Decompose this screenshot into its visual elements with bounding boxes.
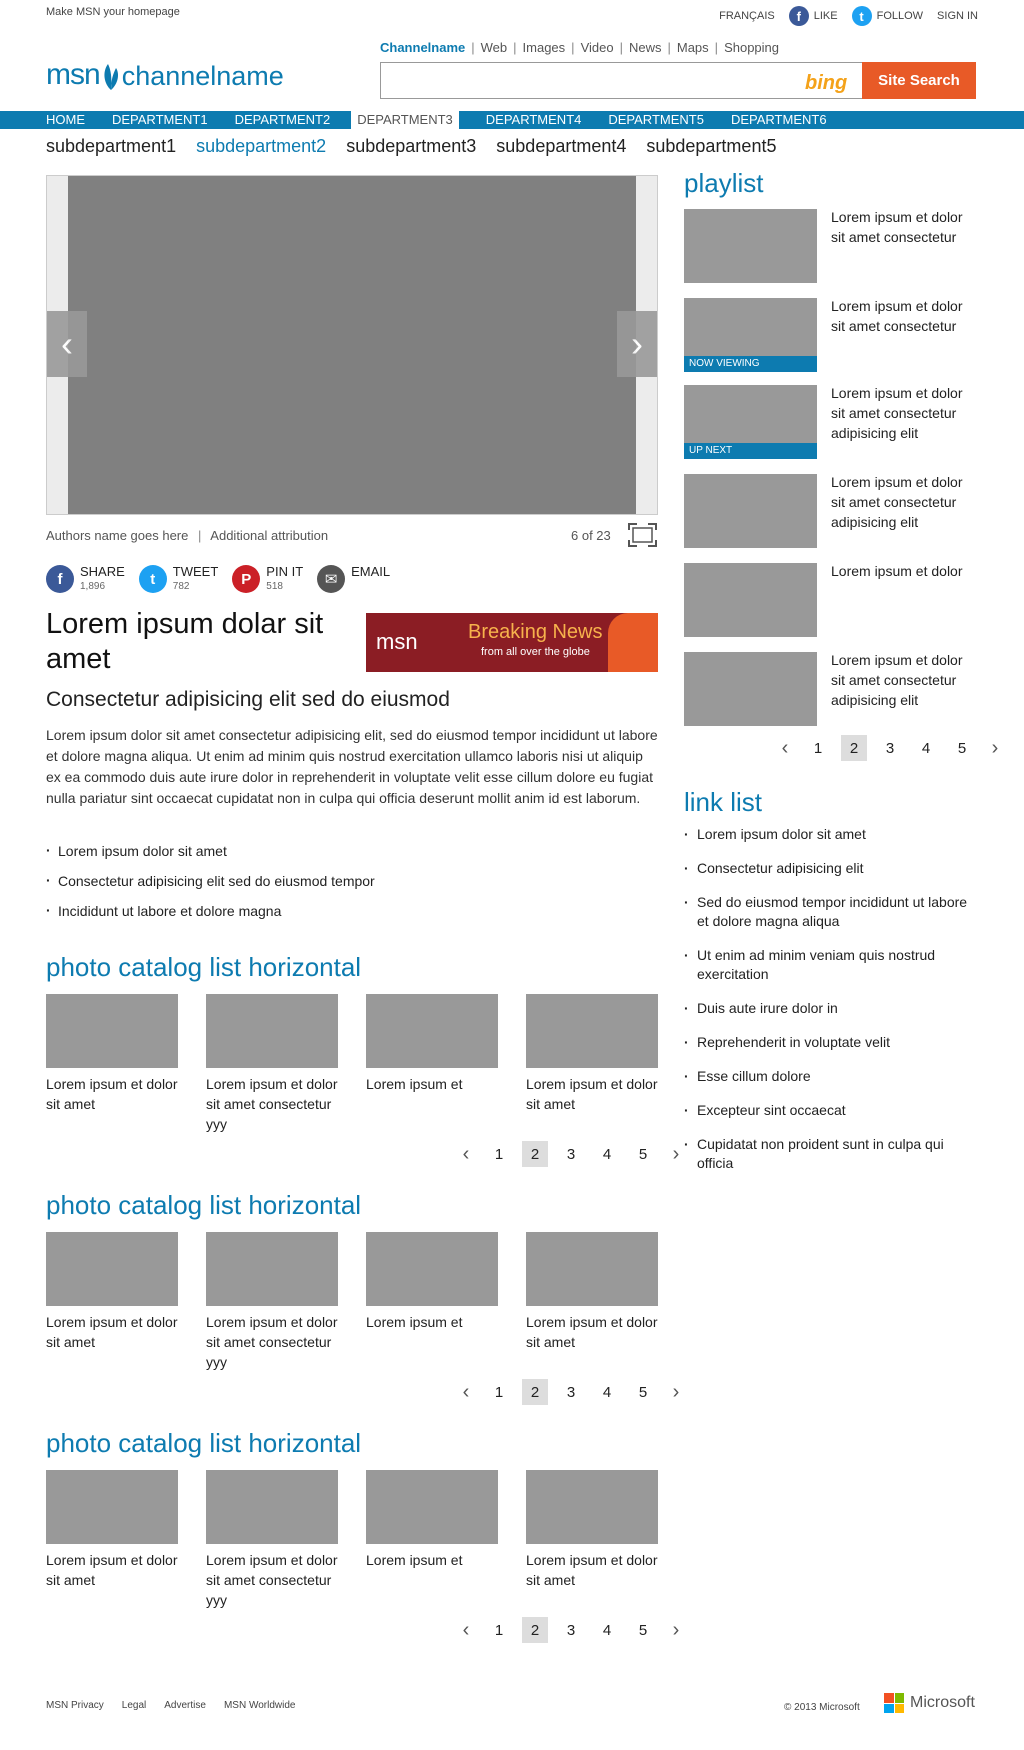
link-list-item[interactable]: · Duis aute irure dolor in bbox=[684, 999, 976, 1018]
catalog-thumbnail bbox=[366, 994, 498, 1068]
article-title: Lorem ipsum dolar sit amet bbox=[46, 608, 324, 675]
link-list-item[interactable]: · Esse cillum dolore bbox=[684, 1067, 976, 1086]
email-icon: ✉ bbox=[317, 565, 345, 593]
search-scope-video[interactable]: Video bbox=[580, 40, 614, 55]
pager-page[interactable]: 1 bbox=[494, 1145, 504, 1163]
search-scope-web[interactable]: Web bbox=[480, 40, 508, 55]
nav-home[interactable]: HOME bbox=[46, 112, 85, 127]
nav-department1[interactable]: DEPARTMENT1 bbox=[112, 112, 208, 127]
pager-next[interactable]: › bbox=[991, 736, 999, 759]
pinterest-icon: P bbox=[232, 565, 260, 593]
catalog-item[interactable]: Lorem ipsum et bbox=[366, 1232, 498, 1372]
twitter-icon: t bbox=[139, 565, 167, 593]
subnav-subdepartment4[interactable]: subdepartment4 bbox=[496, 136, 627, 156]
catalog-item[interactable]: Lorem ipsum et dolor sit amet bbox=[46, 1470, 178, 1610]
catalog-title: photo catalog list horizontal bbox=[46, 1428, 362, 1458]
link-list-item[interactable]: · Excepteur sint occaecat bbox=[684, 1101, 976, 1120]
pin-it-button[interactable]: P PIN IT 518 bbox=[232, 564, 303, 593]
nav-department5[interactable]: DEPARTMENT5 bbox=[608, 112, 704, 127]
catalog-thumbnail bbox=[46, 1470, 178, 1544]
copyright: © 2013 Microsoft bbox=[784, 1702, 860, 1713]
fullscreen-icon[interactable] bbox=[628, 523, 657, 547]
footer-link-privacy[interactable]: MSN Privacy bbox=[46, 1700, 104, 1711]
pager-prev[interactable]: ‹ bbox=[462, 1618, 470, 1641]
playlist-thumbnail bbox=[684, 563, 817, 637]
link-list-item[interactable]: · Reprehenderit in voluptate velit bbox=[684, 1033, 976, 1052]
twitter-icon: t bbox=[852, 6, 872, 26]
pager-page[interactable]: 4 bbox=[602, 1145, 612, 1163]
news-anchor-image bbox=[608, 613, 658, 672]
pager-prev[interactable]: ‹ bbox=[781, 736, 789, 759]
subnav-subdepartment1[interactable]: subdepartment1 bbox=[46, 136, 177, 156]
nav-department6[interactable]: DEPARTMENT6 bbox=[730, 112, 827, 127]
playlist-thumbnail bbox=[684, 209, 817, 283]
bing-logo: bing bbox=[805, 72, 848, 94]
catalog-item[interactable]: Lorem ipsum et dolor sit amet consectetur yyy bbox=[206, 1232, 338, 1372]
pager-page[interactable]: 1 bbox=[494, 1383, 504, 1401]
hero-caption: Authors name goes here | Additional attribution bbox=[46, 528, 329, 543]
search-scope-shopping[interactable]: Shopping bbox=[724, 40, 780, 55]
breaking-news-ad[interactable]: msn Breaking News from all over the globe bbox=[366, 613, 658, 672]
catalog-thumbnail bbox=[206, 1232, 338, 1306]
catalog-item[interactable]: Lorem ipsum et bbox=[366, 1470, 498, 1610]
search-scope-channelname[interactable]: Channelname bbox=[380, 40, 466, 55]
search-scope-images[interactable]: Images bbox=[522, 40, 566, 55]
hero-slideshow bbox=[46, 175, 658, 515]
article-bullets bbox=[46, 843, 375, 933]
pager-page[interactable]: 4 bbox=[602, 1621, 612, 1639]
catalog-pager bbox=[456, 1617, 686, 1643]
photo-catalog bbox=[46, 1232, 658, 1372]
playlist-thumbnail bbox=[684, 652, 817, 726]
pager-page[interactable]: 4 bbox=[921, 739, 931, 757]
pager-prev[interactable]: ‹ bbox=[462, 1142, 470, 1165]
subnav-subdepartment5[interactable]: subdepartment5 bbox=[646, 136, 777, 156]
playlist-thumbnail bbox=[684, 298, 817, 372]
catalog-thumbnail bbox=[206, 1470, 338, 1544]
catalog-item[interactable]: Lorem ipsum et dolor sit amet bbox=[526, 1232, 658, 1372]
link-list-item[interactable]: · Consectetur adipisicing elit bbox=[684, 859, 976, 878]
catalog-thumbnail bbox=[526, 994, 658, 1068]
catalog-item[interactable]: Lorem ipsum et dolor sit amet bbox=[46, 1232, 178, 1372]
catalog-item[interactable]: Lorem ipsum et dolor sit amet bbox=[526, 1470, 658, 1610]
nav-department3[interactable]: DEPARTMENT3 bbox=[351, 111, 459, 129]
search-scope-news[interactable]: News bbox=[628, 40, 662, 55]
catalog-item[interactable]: Lorem ipsum et dolor sit amet consectetur yyy bbox=[206, 994, 338, 1134]
pager-prev[interactable]: ‹ bbox=[462, 1380, 470, 1403]
subdepartment-nav bbox=[46, 136, 776, 157]
follow-link[interactable]: t FOLLOW bbox=[852, 6, 923, 26]
sign-in-link[interactable]: SIGN IN bbox=[937, 10, 978, 22]
next-slide-button[interactable]: › bbox=[617, 311, 657, 377]
subnav-subdepartment3[interactable]: subdepartment3 bbox=[346, 136, 477, 156]
footer-links bbox=[46, 1700, 295, 1711]
pager-next[interactable]: › bbox=[672, 1142, 680, 1165]
article-body: Lorem ipsum dolor sit amet consectetur adipisicing elit, sed do eiusmod tempor incididunt ut labore et dolore magna aliqua. Ut enim ad minim quis nostrud exercitation ullamco laboris nisi ut aliquip ex ea commodo duis aute irure dolor in reprehenderit in voluptate velit esse cillum dolore eu fugiat nulla pariatur sint occaecat cupidatat non in culpa qui officia deserunt mollit anim id est laborum. bbox=[46, 727, 658, 806]
msn-logo[interactable]: msn channelname bbox=[46, 58, 284, 91]
microsoft-logo[interactable]: Microsoft bbox=[884, 1693, 975, 1713]
pager-page[interactable]: 5 bbox=[957, 739, 967, 757]
search-scope-maps[interactable]: Maps bbox=[676, 40, 709, 55]
playlist-pager bbox=[775, 735, 1005, 761]
search-scope-nav: Channelname | Web | Images | Video | News | Maps | Shopping bbox=[380, 40, 780, 55]
photo-catalog bbox=[46, 1470, 658, 1610]
make-homepage-link[interactable]: Make MSN your homepage bbox=[46, 6, 180, 18]
footer-link-legal[interactable]: Legal bbox=[121, 1700, 147, 1711]
article-subtitle: Consectetur adipisicing elit sed do eiusmod bbox=[46, 688, 450, 711]
subnav-subdepartment2[interactable]: subdepartment2 bbox=[196, 136, 327, 156]
pager-page-selected[interactable]: 2 bbox=[522, 1141, 548, 1167]
top-bar-actions bbox=[719, 6, 978, 26]
pager-page-selected[interactable]: 2 bbox=[522, 1379, 548, 1405]
catalog-thumbnail bbox=[366, 1232, 498, 1306]
list-item: · Consectetur adipisicing elit sed do eiusmod tempor bbox=[46, 873, 375, 889]
catalog-title: photo catalog list horizontal bbox=[46, 952, 362, 982]
playlist-thumbnail bbox=[684, 385, 817, 459]
pager-next[interactable]: › bbox=[672, 1618, 680, 1641]
link-list-item[interactable]: · Cupidatat non proident sunt in culpa qui officia bbox=[684, 1135, 976, 1173]
now-viewing-badge: NOW VIEWING bbox=[684, 356, 817, 372]
share-button[interactable]: f SHARE 1,896 bbox=[46, 564, 125, 593]
catalog-pager bbox=[456, 1141, 686, 1167]
nav-department4[interactable]: DEPARTMENT4 bbox=[485, 112, 582, 127]
footer-link-worldwide[interactable]: MSN Worldwide bbox=[223, 1700, 296, 1711]
link-list-item[interactable]: · Sed do eiusmod tempor incididunt ut labore et dolore magna aliqua bbox=[684, 893, 976, 931]
catalog-item[interactable]: Lorem ipsum et dolor sit amet bbox=[526, 994, 658, 1134]
pager-next[interactable]: › bbox=[672, 1380, 680, 1403]
site-search-button[interactable]: Site Search bbox=[862, 62, 976, 99]
microsoft-icon bbox=[884, 1693, 904, 1713]
catalog-title: photo catalog list horizontal bbox=[46, 1190, 362, 1220]
catalog-thumbnail bbox=[46, 1232, 178, 1306]
hero-image bbox=[68, 176, 636, 514]
pager-page[interactable]: 1 bbox=[494, 1621, 504, 1639]
butterfly-icon bbox=[102, 62, 120, 92]
up-next-badge: UP NEXT bbox=[684, 443, 817, 459]
catalog-thumbnail bbox=[46, 994, 178, 1068]
list-item: · Incididunt ut labore et dolore magna bbox=[46, 903, 375, 919]
catalog-thumbnail bbox=[366, 1470, 498, 1544]
author-name: Authors name goes here bbox=[46, 528, 189, 543]
prev-slide-button[interactable]: ‹ bbox=[47, 311, 87, 377]
list-item: · Lorem ipsum dolor sit amet bbox=[46, 843, 375, 859]
pager-page[interactable]: 3 bbox=[566, 1621, 576, 1639]
footer-link-advertise[interactable]: Advertise bbox=[164, 1700, 206, 1711]
link-list bbox=[684, 825, 976, 1188]
pager-page[interactable]: 5 bbox=[638, 1145, 648, 1163]
pager-page[interactable]: 3 bbox=[566, 1145, 576, 1163]
pager-page[interactable]: 3 bbox=[566, 1383, 576, 1401]
catalog-item[interactable]: Lorem ipsum et dolor sit amet consectetur yyy bbox=[206, 1470, 338, 1610]
attribution: Additional attribution bbox=[210, 528, 329, 543]
email-button[interactable]: ✉ EMAIL bbox=[317, 564, 390, 593]
catalog-thumbnail bbox=[526, 1470, 658, 1544]
playlist-thumbnail bbox=[684, 474, 817, 548]
catalog-pager bbox=[456, 1379, 686, 1405]
tweet-button[interactable]: t TWEET 782 bbox=[139, 564, 219, 593]
francais-link[interactable]: FRANÇAIS bbox=[719, 10, 775, 22]
pager-page[interactable]: 1 bbox=[813, 739, 823, 757]
pager-page[interactable]: 5 bbox=[638, 1621, 648, 1639]
slide-counter: 6 of 23 bbox=[571, 528, 611, 543]
pager-page-selected[interactable]: 2 bbox=[841, 735, 867, 761]
catalog-thumbnail bbox=[526, 1232, 658, 1306]
link-list-title: link list bbox=[684, 787, 763, 817]
facebook-icon: f bbox=[46, 565, 74, 593]
link-list-item[interactable]: · Lorem ipsum dolor sit amet bbox=[684, 825, 976, 844]
facebook-icon: f bbox=[789, 6, 809, 26]
department-nav bbox=[0, 111, 1024, 129]
like-link[interactable]: f LIKE bbox=[789, 6, 838, 26]
social-share-bar bbox=[46, 564, 390, 593]
catalog-thumbnail bbox=[206, 994, 338, 1068]
playlist-title: playlist bbox=[684, 168, 764, 198]
catalog-item[interactable]: Lorem ipsum et bbox=[366, 994, 498, 1134]
link-list-item[interactable]: · Ut enim ad minim veniam quis nostrud exercitation bbox=[684, 946, 976, 984]
pager-page[interactable]: 3 bbox=[885, 739, 895, 757]
pager-page[interactable]: 4 bbox=[602, 1383, 612, 1401]
photo-catalog bbox=[46, 994, 658, 1134]
nav-department2[interactable]: DEPARTMENT2 bbox=[234, 112, 331, 127]
catalog-item[interactable]: Lorem ipsum et dolor sit amet bbox=[46, 994, 178, 1134]
top-bar bbox=[46, 6, 978, 22]
pager-page-selected[interactable]: 2 bbox=[522, 1617, 548, 1643]
pager-page[interactable]: 5 bbox=[638, 1383, 648, 1401]
